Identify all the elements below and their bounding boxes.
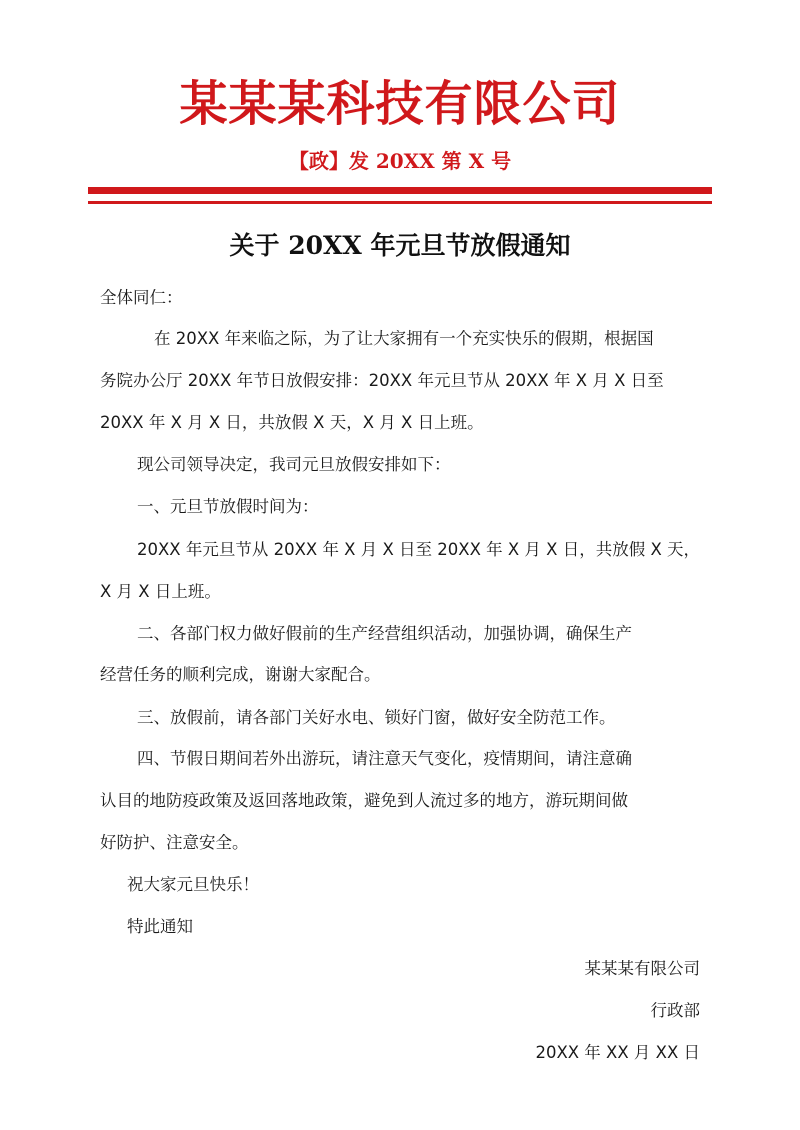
- closing-wish: 祝大家元旦快乐！: [127, 875, 259, 894]
- list-item: 三、放假前，请各部门关好水电、锁好门窗，做好安全防范工作。: [137, 708, 616, 727]
- header-rule-thick: [88, 187, 712, 194]
- paragraph-line: 务院办公厅 20XX 年节日放假安排：20XX 年元旦节从 20XX 年 X 月 X 日至: [100, 371, 664, 390]
- paragraph-line: 在 20XX 年来临之际，为了让大家拥有一个充实快乐的假期，根据国: [154, 329, 654, 348]
- list-item: 好防护、注意安全。: [100, 833, 249, 852]
- salutation: 全体同仁：: [100, 288, 183, 307]
- list-item: 认目的地防疫政策及返回落地政策，避免到人流过多的地方，游玩期间做: [100, 791, 628, 810]
- header-rule-thin: [88, 201, 712, 204]
- notice-title: 关于 20XX 年元旦节放假通知: [229, 231, 571, 260]
- paragraph-line: 20XX 年 X 月 X 日，共放假 X 天，X 月 X 日上班。: [100, 413, 484, 432]
- signature-date: 20XX 年 XX 月 XX 日: [535, 1043, 700, 1062]
- list-item: 二、各部门权力做好假前的生产经营组织活动，加强协调，确保生产: [137, 624, 632, 643]
- paragraph-line: 20XX 年元旦节从 20XX 年 X 月 X 日至 20XX 年 X 月 X 日，共放假 X 天，: [137, 540, 700, 559]
- paragraph-line: X 月 X 日上班。: [100, 582, 221, 601]
- closing-remark: 特此通知: [127, 917, 193, 936]
- paragraph-line: 现公司领导决定，我司元旦放假安排如下：: [137, 455, 451, 474]
- list-item: 经营任务的顺利完成，谢谢大家配合。: [100, 665, 381, 684]
- document-number: 【政】发 20XX 第 X 号: [288, 149, 512, 173]
- signature-company: 某某某有限公司: [584, 959, 700, 978]
- signature-department: 行政部: [650, 1001, 700, 1020]
- list-item: 四、节假日期间若外出游玩，请注意天气变化，疫情期间，请注意确: [137, 749, 632, 768]
- company-title: 某某某科技有限公司: [179, 76, 621, 132]
- list-item-heading: 一、元旦节放假时间为：: [137, 497, 319, 516]
